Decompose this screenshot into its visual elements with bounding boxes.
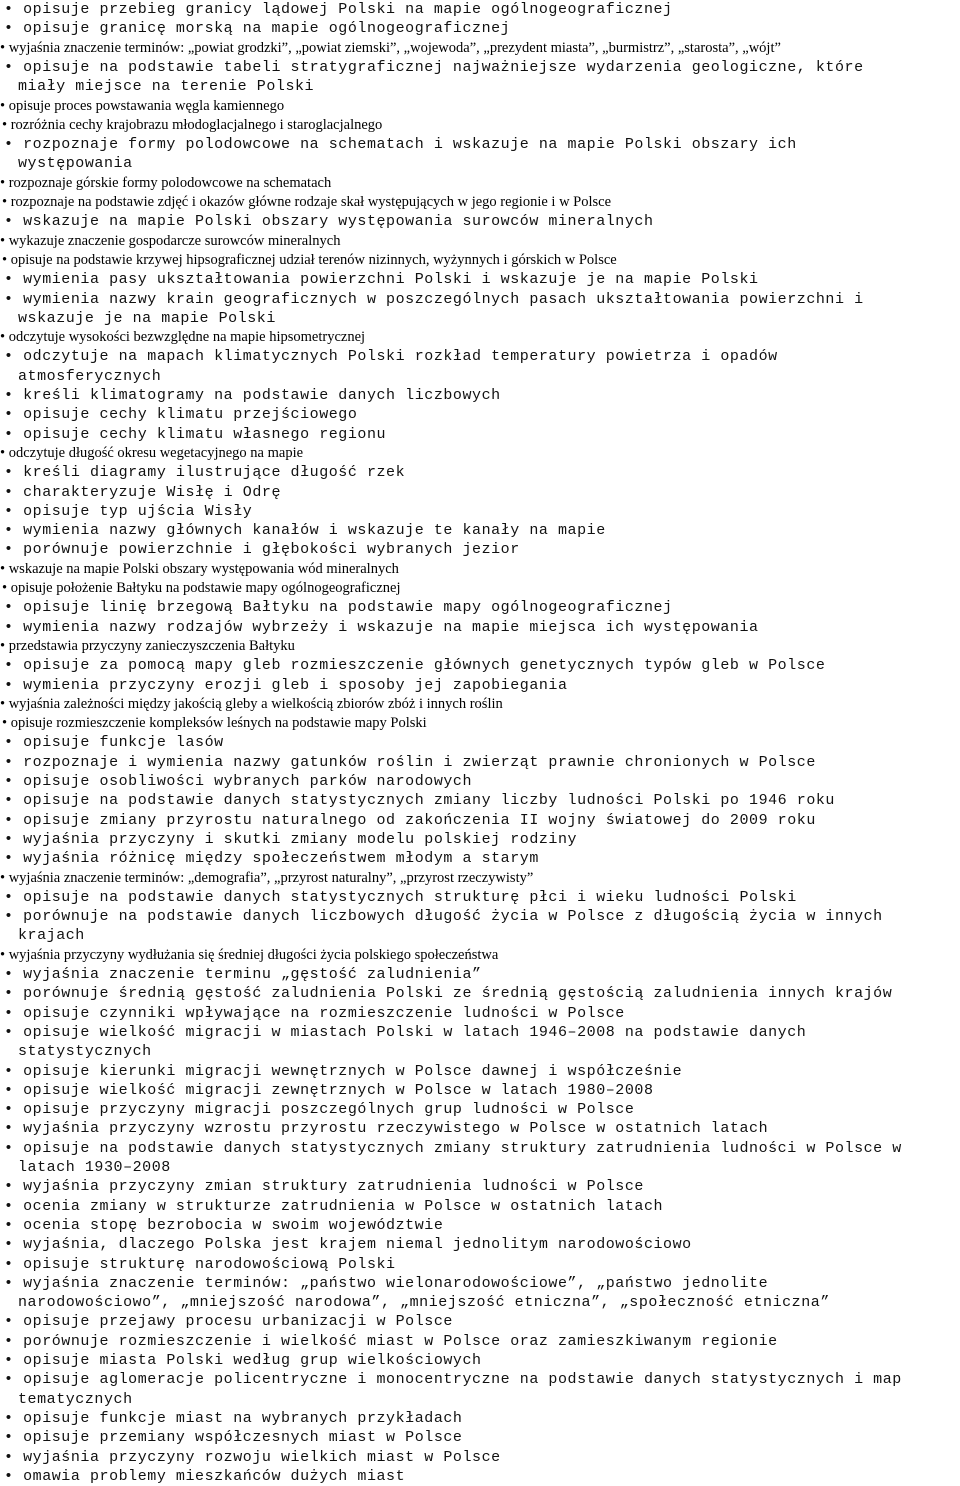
document-line: • opisuje miasta Polski według grup wielkościowych: [4, 1352, 482, 1369]
document-line: • opisuje cechy klimatu przejściowego: [4, 406, 358, 424]
document-line: • wyjaśnia przyczyny rozwoju wielkich miast w Polsce: [4, 1448, 501, 1466]
document-line: • opisuje wielkość migracji zewnętrznych w Polsce w latach 1980–2008: [4, 1081, 654, 1099]
document-line: • opisuje przemiany współczesnych miast w Polsce: [4, 1429, 463, 1447]
document-line: • wyjaśnia przyczyny wydłużania się średniej długości życia polskiego społeczeństwa: [0, 946, 499, 963]
document-line: • opisuje przebieg granicy lądowej Polski na mapie ogólnogeograficznej: [4, 1, 673, 18]
document-line: • wyjaśnia zależności między jakością gleby a wielkością zbiorów zbóż i innych roślin: [0, 695, 503, 712]
document-line: • rozpoznaje formy polodowcowe na schematach i wskazuje na mapie Polski obszary ich: [4, 136, 797, 154]
document-line: krajach: [18, 927, 85, 945]
document-line: • opisuje na podstawie tabeli stratygraficznej najważniejsze wydarzenia geologiczne, które: [4, 58, 864, 76]
document-line: • ocenia stopę bezrobocia w swoim województwie: [4, 1216, 444, 1234]
document-line: • opisuje strukturę narodowościową Polski: [4, 1255, 396, 1273]
document-line: latach 1930–2008: [18, 1159, 171, 1176]
document-line: • wyjaśnia znaczenie terminu „gęstość zaludnienia”: [4, 966, 482, 983]
document-line: • wymienia nazwy rodzajów wybrzeży i wskazuje na mapie miejsca ich występowania: [4, 618, 759, 636]
document-line: tematycznych: [18, 1390, 133, 1408]
document-line: • opisuje na podstawie danych statystycznych strukturę płci i wieku ludności Polski: [4, 888, 797, 906]
document-line: • rozpoznaje na podstawie zdjęć i okazów główne rodzaje skał występujących w jego regionie i w Polsce: [2, 194, 612, 210]
document-line: • opisuje wielkość migracji w miastach Polski w latach 1946–2008 na podstawie danych: [4, 1023, 807, 1041]
document-line: • porównuje średnią gęstość zaludnienia Polski ze średnią gęstością zaludnienia innych krajów: [4, 985, 893, 1003]
document-line: • opisuje funkcje miast na wybranych przykładach: [4, 1409, 463, 1427]
document-line: • opisuje linię brzegową Bałtyku na podstawie mapy ogólnogeograficznej: [4, 599, 673, 617]
document-line: • odczytuje długość okresu wegetacyjnego na mapie: [0, 444, 304, 461]
document-line: • opisuje na podstawie krzywej hipsograficznej udział terenów nizinnych, wyżynnych i górskich w Polsce: [2, 251, 617, 268]
document-line: narodowościowo”, „mniejszość narodowa”, „mniejszość etniczna”, „społeczność etniczna”: [18, 1294, 830, 1312]
document-line: • opisuje zmiany przyrostu naturalnego od zakończenia II wojny światowej do 2009 roku: [4, 811, 816, 829]
document-line: • rozpoznaje górskie formy polodowcowe na schematach: [0, 174, 332, 191]
document-line: • wymienia nazwy głównych kanałów i wskazuje te kanały na mapie: [4, 522, 606, 540]
document-line: • omawia problemy mieszkańców dużych miast: [4, 1467, 406, 1485]
document-line: • wymienia pasy ukształtowania powierzchni Polski i wskazuje je na mapie Polski: [4, 271, 759, 289]
document-line: • wymienia nazwy krain geograficznych w poszczególnych pasach ukształtowania powierzchni i: [4, 290, 864, 308]
document-line: • opisuje przyczyny migracji poszczególnych grup ludności w Polsce: [4, 1101, 635, 1119]
document-line: • porównuje rozmieszczenie i wielkość miast w Polsce oraz zamieszkiwanym regionie: [4, 1332, 778, 1350]
document-line: • odczytuje na mapach klimatycznych Polski rozkład temperatury powietrza i opadów: [4, 348, 778, 366]
document-line: • wyjaśnia przyczyny zmian struktury zatrudnienia ludności w Polsce: [4, 1178, 644, 1196]
document-line: • wyjaśnia, dlaczego Polska jest krajem niemal jednolitym narodowościowo: [4, 1236, 692, 1254]
document-line: • rozpoznaje i wymienia nazwy gatunków roślin i zwierząt prawnie chronionych w Polsce: [4, 753, 816, 771]
document-line: • opisuje funkcje lasów: [4, 734, 224, 752]
document-line: • kreśli klimatogramy na podstawie danych liczbowych: [4, 387, 501, 404]
document-line: • przedstawia przyczyny zanieczyszczenia Bałtyku: [0, 637, 295, 654]
document-line: występowania: [18, 155, 133, 173]
document-line: • wyjaśnia znaczenie terminów: „powiat grodzki”, „powiat ziemski”, „wojewoda”, „prezydent miasta”, „burmistrz”, „starosta”, „wójt”: [0, 39, 781, 56]
document-line: • opisuje cechy klimatu własnego regionu: [4, 425, 387, 443]
document-line: • kreśli diagramy ilustrujące długość rzek: [4, 464, 406, 482]
document-line: • wymienia przyczyny erozji gleb i sposoby jej zapobiegania: [4, 676, 568, 694]
document-line: • opisuje na podstawie danych statystycznych zmiany struktury zatrudnienia ludności w Polsce w: [4, 1139, 902, 1157]
document-line: • opisuje przejawy procesu urbanizacji w Polsce: [4, 1313, 453, 1331]
document-line: • wyjaśnia różnicę między społeczeństwem młodym a starym: [4, 850, 539, 868]
document-line: • opisuje typ ujścia Wisły: [4, 502, 253, 520]
document-line: • opisuje na podstawie danych statystycznych zmiany liczby ludności Polski po 1946 roku: [4, 792, 835, 810]
document-line: statystycznych: [18, 1043, 152, 1061]
document-line: • porównuje na podstawie danych liczbowych długość życia w Polsce z długością życia w innych: [4, 908, 883, 926]
document-line: • wykazuje znaczenie gospodarcze surowców mineralnych: [0, 232, 341, 249]
document-line: • wskazuje na mapie Polski obszary występowania wód mineralnych: [0, 560, 399, 577]
document-line: • opisuje czynniki wpływające na rozmieszczenie ludności w Polsce: [4, 1004, 625, 1022]
document-line: • opisuje granicę morską na mapie ogólnogeograficznej: [4, 20, 511, 38]
document-line: • charakteryzuje Wisłę i Odrę: [4, 483, 281, 501]
document-line: • wskazuje na mapie Polski obszary występowania surowców mineralnych: [4, 213, 654, 231]
document-line: • porównuje powierzchnie i głębokości wybranych jezior: [4, 541, 520, 559]
document-line: • opisuje aglomeracje policentryczne i monocentryczne na podstawie danych statystycznych i map: [4, 1371, 902, 1389]
document-line: • rozróżnia cechy krajobrazu młodoglacjalnego i staroglacjalnego: [2, 116, 383, 133]
document-line: atmosferycznych: [18, 367, 162, 385]
document-line: miały miejsce na terenie Polski: [18, 78, 315, 96]
document-line: • opisuje położenie Bałtyku na podstawie mapy ogólnogeograficznej: [2, 580, 401, 596]
document-line: • opisuje proces powstawania węgla kamiennego: [0, 97, 285, 114]
document-line: • wyjaśnia przyczyny i skutki zmiany modelu polskiej rodziny: [4, 830, 578, 848]
document-line: • opisuje za pomocą mapy gleb rozmieszczenie głównych genetycznych typów gleb w Polsce: [4, 657, 826, 675]
document-line: • wyjaśnia znaczenie terminów: „demografia”, „przyrost naturalny”, „przyrost rzeczywisty”: [0, 869, 534, 886]
document-line: • opisuje rozmieszczenie kompleksów leśnych na podstawie mapy Polski: [2, 715, 427, 732]
document-line: wskazuje je na mapie Polski: [18, 309, 276, 327]
document-line: • wyjaśnia znaczenie terminów: „państwo wielonarodowościowe”, „państwo jednolite: [4, 1274, 769, 1292]
document-line: • opisuje kierunki migracji wewnętrznych w Polsce dawnej i współcześnie: [4, 1062, 683, 1080]
document-line: • ocenia zmiany w strukturze zatrudnienia w Polsce w ostatnich latach: [4, 1197, 664, 1215]
document-line: • wyjaśnia przyczyny wzrostu przyrostu rzeczywistego w Polsce w ostatnich latach: [4, 1120, 769, 1138]
document-line: • odczytuje wysokości bezwzględne na mapie hipsometrycznej: [0, 329, 366, 346]
document-line: • opisuje osobliwości wybranych parków narodowych: [4, 773, 473, 790]
